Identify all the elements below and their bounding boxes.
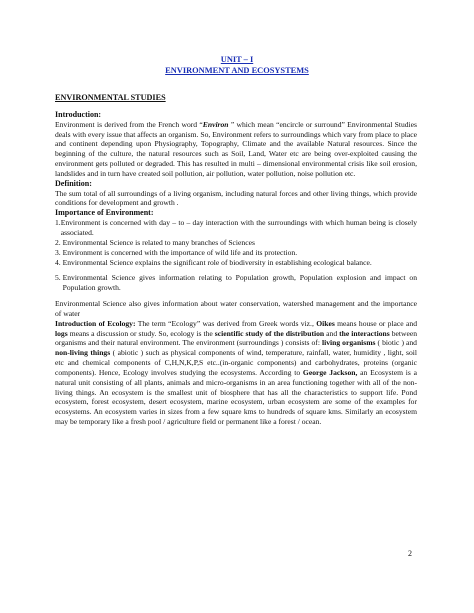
- ecology-bold: George Jackson,: [302, 367, 358, 377]
- page-content: [55, 93, 417, 427]
- ecology-heading: Introduction of Ecology:: [55, 318, 136, 328]
- list-item-text: Environment is concerned with the importance of wild life and its protection.: [62, 247, 298, 257]
- list-item-number: 3.: [55, 247, 63, 257]
- list-item: [55, 258, 417, 268]
- list-item: [55, 218, 417, 238]
- ecology-text: The term “Ecology” was derived from Greek words viz.,: [135, 318, 317, 328]
- introduction-heading: Introduction:: [55, 109, 102, 119]
- list-item-text: Environmental Science is related to many branches of Sciences: [62, 237, 255, 247]
- list-item-number: 5.: [55, 273, 63, 283]
- ecology-bold: living organisms: [322, 338, 376, 348]
- list-item-text: Environment is concerned with day – to – day interaction with the surroundings with which human being is closely associated.: [60, 218, 417, 237]
- ecology-bold: logs: [55, 328, 68, 338]
- ecology-text: ( abiotic ) such as physical components of wind, temperature, rainfall, water, humidity , light, soil etc and chemical components of C,H,N,K,P,S etc..(in-organic components) and carbohydrates, proteins (organic components). Hence, Ecology involves studying the ecosystems. According to: [55, 348, 417, 377]
- ecology-bold: Oikes: [316, 318, 335, 328]
- intro-italic-word: Environ: [202, 119, 229, 129]
- section-title: ENVIRONMENTAL STUDIES: [55, 93, 166, 102]
- ecology-bold: non-living things: [55, 348, 111, 358]
- definition-paragraph: The sum total of all surroundings of a living organism, including natural forces and other living things, which provide conditions for development and growth .: [55, 188, 417, 208]
- list-item-number: 1.: [55, 218, 61, 228]
- importance-heading: Importance of Environment:: [55, 208, 154, 218]
- ecology-bold: scientific study of the distribution: [214, 328, 325, 338]
- list-item-text: Environmental Science gives information relating to Population growth, Population explosion and impact on Population growth.: [62, 273, 417, 293]
- list-item-text: Environmental Science explains the significant role of biodiversity in establishing ecological balance.: [62, 257, 372, 267]
- unit-header: [0, 55, 474, 76]
- list-item: [55, 238, 417, 248]
- ecology-text: means house or place and: [334, 318, 417, 328]
- intro-text-1: Environment is derived from the French word “: [55, 119, 203, 129]
- ecology-text: between organisms and their natural environment. The environment (surroundings ) consists of:: [55, 328, 417, 348]
- list-item-number: 4.: [55, 257, 63, 267]
- introduction-paragraph: [55, 120, 417, 179]
- ecology-bold: the interactions: [339, 328, 390, 338]
- unit-title: ENVIRONMENT AND ECOSYSTEMS: [165, 65, 309, 75]
- unit-number: UNIT – I: [220, 55, 254, 64]
- ecology-paragraph: [55, 319, 417, 427]
- ecology-text: ( biotic ) and: [375, 338, 417, 348]
- ecology-text: means a discussion or study. So, ecology is the: [67, 328, 215, 338]
- page-number: 2: [408, 549, 412, 558]
- ecology-text: and: [324, 328, 340, 338]
- definition-heading: Definition:: [55, 178, 92, 188]
- list-item-number: 2.: [55, 237, 63, 247]
- list-item: [55, 273, 417, 293]
- list-item: [55, 248, 417, 258]
- intro-text-2: ” which mean “encircle or surround” Environmental Studies deals with every issue that affects an organism. So, Environment refers to surroundings which vary from place to place and continent depending upon Physiography, Topography, Climate and the available Natural resources. Since the beginning of the culture, the natural resources such as Soil, Land, Water etc are being over-exploited causing the environment gets polluted or degraded. This has resulted in multi – dimensional environmental crisis like soil erosion, landslides and in turn have created soil pollution, air pollution, water pollution, noise pollution etc.: [55, 119, 417, 178]
- ecology-text: an Ecosystem is a natural unit consisting of all plants, animals and micro-organisms in an area functioning together with all of the non-living things. An ecosystem is the smallest unit of biosphere that has all the characteristics to support life. Pond ecosystem, forest ecosystem, desert ecosystem, marine ecosystem, urban ecosystem are some of the examples for ecosystems. An ecosystem varies in sizes from a few square kms to hundreds of square kms. Similarly an ecosystem may be temporary like a fresh pool / agriculture field or permanent like a forest / ocean.: [55, 367, 417, 427]
- importance-extra-paragraph: Environmental Science also gives information about water conservation, watershed management and the importance of water: [55, 299, 417, 318]
